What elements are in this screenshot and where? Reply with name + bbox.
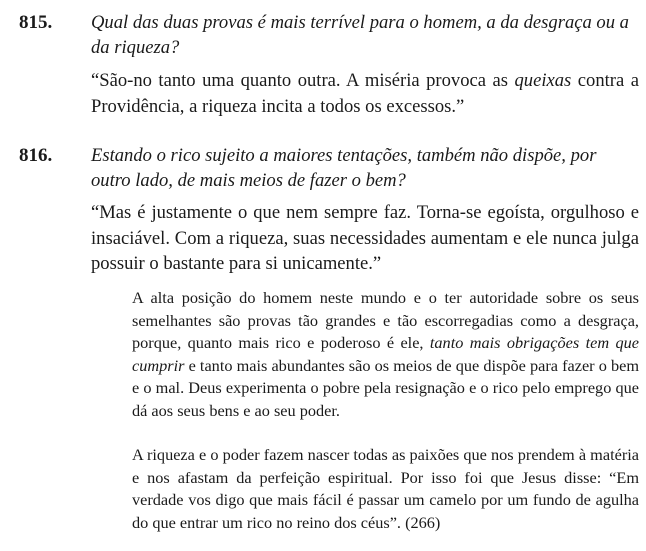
question-number: 816. bbox=[19, 145, 53, 166]
commentary-paragraph bbox=[132, 287, 639, 423]
question-number: 815. bbox=[19, 12, 53, 33]
commentary-text-part: e tanto mais abundantes são os meios de que dispõe para fazer o bem e o mal. Deus experimenta o pobre pela resignação e o rico pelo emprego que dá aos seus bens e ao seu poder. bbox=[132, 355, 639, 420]
question-text: Estando o rico sujeito a maiores tentações, também não dispõe, por outro lado, de mais meios de fazer o bem? bbox=[91, 145, 597, 191]
answer-text: “Mas é justamente o que nem sempre faz. Torna-se egoísta, orgulhoso e insaciável. Com a riqueza, suas necessidades aumentam e ele nunca julga possuir o bastante para si unicamente.” bbox=[91, 202, 639, 274]
answer-text-part: “São-no tanto uma quanto outra. A miséria provoca as bbox=[91, 70, 515, 91]
answer-emphasis: queixas bbox=[514, 70, 572, 91]
commentary-paragraph: A riqueza e o poder fazem nascer todas as paixões que nos prendem à matéria e nos afastam da perfeição espiritual. Por isso foi que Jesus disse: “Em verdade vos digo que mais fácil é passar um camelo por um fundo de agulha do que entrar um rico no reino dos céus”. (266) bbox=[132, 445, 639, 532]
commentary-emphasis: tanto mais obrigações tem que cumprir bbox=[132, 333, 640, 375]
commentary-text-part: A alta posição do homem neste mundo e o ter autoridade sobre os seus semelhantes são provas tão grandes e tão escorregadias como a desgraça, porque, quanto mais rico e poderoso é ele, bbox=[132, 288, 639, 353]
answer-text bbox=[91, 68, 639, 119]
question-text: Qual das duas provas é mais terrível para o homem, a da desgraça ou a da riqueza? bbox=[91, 12, 629, 58]
answer-text-part: contra a Providência, a riqueza incita a todos os excessos.” bbox=[91, 70, 639, 117]
